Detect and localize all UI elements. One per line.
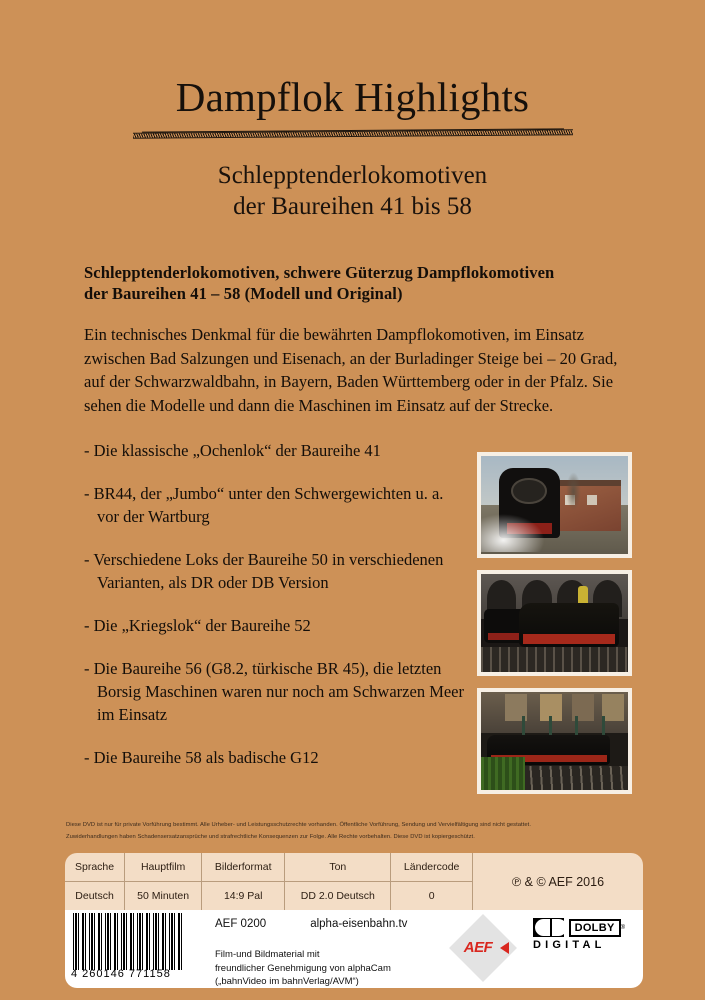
lead-paragraph xyxy=(84,262,639,304)
table-cell: 50 Minuten xyxy=(125,882,202,911)
registered-mark-icon: ® xyxy=(620,924,625,931)
photo-strip xyxy=(477,452,632,806)
hatched-rule-icon xyxy=(132,129,572,138)
title-block xyxy=(0,74,705,222)
table-header-cell: Ton xyxy=(285,853,391,882)
table-cell: Deutsch xyxy=(65,882,125,911)
footer-panel xyxy=(65,910,643,988)
dolby-digital-logo-icon xyxy=(533,918,625,951)
credit-line-1: Film-und Bildmaterial mit xyxy=(215,949,320,960)
specifications-table xyxy=(65,853,473,910)
table-cell: DD 2.0 Deutsch xyxy=(285,882,391,911)
table-row xyxy=(65,882,473,911)
barcode-number: 4 260146 771158 xyxy=(71,968,171,980)
description-section xyxy=(84,262,618,769)
credit-line-2: freundlicher Genehmigung von alphaCam xyxy=(215,962,391,974)
play-triangle-icon xyxy=(500,942,509,954)
table-header-cell: Bilderformat xyxy=(202,853,285,882)
material-credit xyxy=(215,948,407,989)
list-item: - Die klassische „Ochenlok“ der Baureihe 41 xyxy=(84,441,381,460)
list-item: - Die Baureihe 56 (G8.2, türkische BR 45), die letzten Borsig Maschinen waren nur noch am Schwarzen Meer im Einsatz xyxy=(84,659,465,724)
table-header-cell: Sprache xyxy=(65,853,125,882)
subtitle xyxy=(0,160,705,222)
lead-line-1: Schlepptenderlokomotiven, schwere Güterzug Dampflokomotiven xyxy=(84,263,555,282)
legal-line-1: Diese DVD ist nur für private Vorführung bestimmt. Alle Urheber- und Leistungsschutzrechte vorhanden. Öffentliche Vorführung, Sendung und Vervielfältigung sind nicht gestattet. xyxy=(66,822,531,828)
title-divider-rule xyxy=(133,129,573,138)
lead-line-2: der Baureihen 41 – 58 (Modell und Original) xyxy=(84,284,403,303)
product-code: AEF 0200 xyxy=(215,918,267,930)
dolby-top-row xyxy=(533,918,625,937)
intro-paragraph: Ein technisches Denkmal für die bewährten Dampflokomotiven, im Einsatz zwischen Bad Salzungen und Eisenach, an der Burladinger Steige bei – 20 Grad, auf der Schwarzwaldbahn, in Bayern, Baden Württemberg oder in der Pfalz. Sie sehen die Modelle und dann die Maschinen im Einsatz auf der Strecke. xyxy=(84,325,618,415)
copyright-notice: ℗ & © AEF 2016 xyxy=(511,874,605,889)
legal-line-2: Zuwiderhandlungen haben Schadensersatzansprüche und strafrechtliche Konsequenzen zur Folge. Alle Rechte vorbehalten. Diese DVD ist kopiergeschützt. xyxy=(66,833,475,840)
website-link[interactable]: alpha-eisenbahn.tv xyxy=(310,918,408,930)
aef-logo-icon xyxy=(450,915,516,981)
list-item: - Die „Kriegslok“ der Baureihe 52 xyxy=(84,616,311,635)
subtitle-line-1: Schlepptenderlokomotiven xyxy=(217,162,488,189)
credit-line-3: („bahnVideo im bahnVerlag/AVM“) xyxy=(215,976,359,987)
dolby-wordmark: DOLBY xyxy=(569,919,621,937)
table-row xyxy=(65,853,473,882)
dolby-digital-label: DIGITAL xyxy=(533,939,606,951)
list-item: - BR44, der „Jumbo“ unter den Schwergewichten u. a. vor der Wartburg xyxy=(84,484,444,526)
subtitle-line-2: der Baureihen 41 bis 58 xyxy=(233,193,472,220)
aef-wordmark: AEF xyxy=(463,939,493,956)
table-header-cell: Hauptfilm xyxy=(125,853,202,882)
barcode-icon xyxy=(73,913,185,970)
list-item: - Die Baureihe 58 als badische G12 xyxy=(84,748,319,767)
legal-notice xyxy=(66,820,649,843)
feature-list xyxy=(84,439,469,769)
specifications-panel xyxy=(65,853,643,910)
product-row xyxy=(215,918,407,930)
publisher-info xyxy=(215,918,407,989)
table-cell: 0 xyxy=(391,882,473,911)
list-item: - Verschiedene Loks der Baureihe 50 in verschiedenen Varianten, als DR oder DB Version xyxy=(84,550,444,592)
table-cell: 14:9 Pal xyxy=(202,882,285,911)
photo-model-yard xyxy=(477,688,632,794)
page-title: Dampflok Highlights xyxy=(175,74,530,120)
photo-locomotive-original xyxy=(477,452,632,558)
table-header-cell: Ländercode xyxy=(391,853,473,882)
photo-model-roundhouse xyxy=(477,570,632,676)
double-d-icon xyxy=(533,918,564,937)
